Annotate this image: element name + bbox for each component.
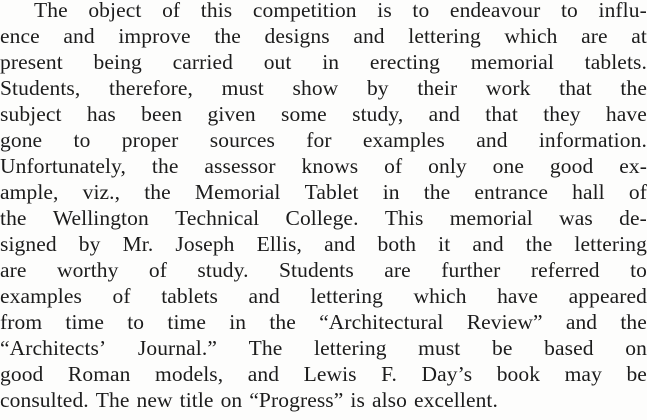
text-line: Students, therefore, must show by their work that the: [0, 76, 647, 100]
text-line: present being carried out in erecting memorial tablets.: [0, 50, 647, 74]
text-line: subject has been given some study, and that they have: [0, 102, 647, 126]
text-line: “Architects’ Journal.” The lettering must be based on: [0, 336, 647, 360]
text-line: consulted. The new title on “Progress” is also excellent.: [0, 388, 498, 412]
text-line: examples of tablets and lettering which have appeared: [0, 284, 647, 308]
text-line: gone to proper sources for examples and information.: [0, 128, 647, 152]
text-line: are worthy of study. Students are further referred to: [0, 258, 647, 282]
text-line: the Wellington Technical College. This memorial was de-: [0, 206, 647, 230]
text-line: ample, viz., the Memorial Tablet in the entrance hall of: [0, 180, 647, 204]
text-line: from time to time in the “Architectural Review” and the: [0, 310, 647, 334]
text-line: ence and improve the designs and lettering which are at: [0, 24, 647, 48]
text-line: signed by Mr. Joseph Ellis, and both it and the lettering: [0, 232, 647, 256]
text-line: Unfortunately, the assessor knows of only one good ex-: [0, 154, 647, 178]
text-line: The object of this competition is to endeavour to influ-: [34, 0, 647, 22]
text-line: good Roman models, and Lewis F. Day’s book may be: [0, 362, 647, 386]
